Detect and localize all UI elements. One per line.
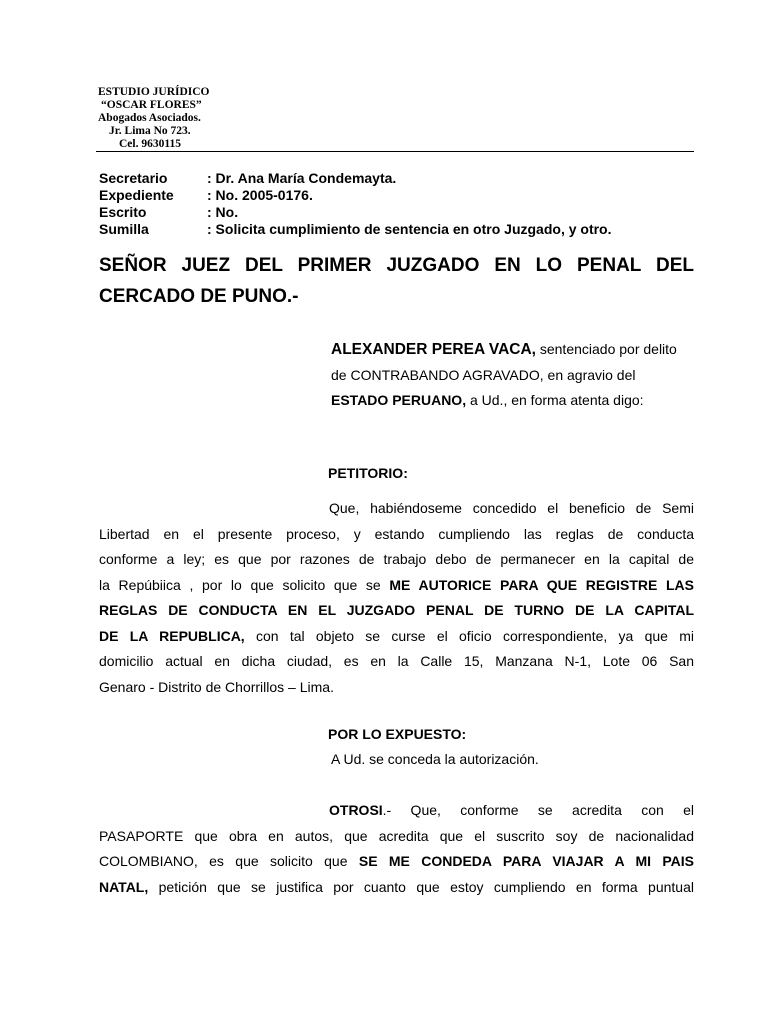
firm-letterhead: [98, 86, 258, 151]
petitorio-title: PETITORIO:: [328, 465, 408, 481]
paragraph-line: [99, 573, 694, 599]
otrosi-paragraph: [99, 798, 694, 900]
meta-row-expediente: [99, 187, 699, 204]
intro-text-2: a Ud., en forma atenta digo:: [466, 392, 644, 408]
meta-key: Sumilla: [99, 221, 149, 237]
paragraph-line: conforme a ley; es que por razones de trabajo debo de permanecer en la capital de: [99, 551, 694, 567]
meta-key: Secretario: [99, 170, 168, 186]
case-metadata: [99, 170, 699, 238]
paragraph-line: Libertad en el presente proceso, y estando cumpliendo las reglas de conducta: [99, 525, 694, 542]
line-text: .- Que, conforme se acredita con el: [382, 802, 694, 818]
line-bold: OTROSI: [329, 802, 383, 818]
paragraph-line: [99, 624, 694, 650]
firm-partner-name: “OSCAR FLORES”: [101, 99, 202, 111]
firm-phone: Cel. 9630115: [119, 138, 181, 150]
meta-value: : Dr. Ana María Condemayta.: [207, 170, 397, 186]
addressee-heading: SEÑOR JUEZ DEL PRIMER JUZGADO EN LO PENAL DEL CERCADO DE PUNO.-: [99, 255, 694, 307]
line-bold: DE LA REPUBLICA,: [99, 627, 245, 644]
paragraph-line: [99, 875, 694, 901]
intro-bold-1: ESTADO PERUANO,: [331, 392, 467, 408]
paragraph-line: Genaro - Distrito de Chorrillos – Lima.: [99, 678, 334, 695]
expuesto-text: A Ud. se conceda la autorización.: [331, 751, 539, 767]
line-bold: NATAL,: [99, 878, 149, 895]
line-text: con tal objeto se curse el oficio correspondiente, ya que mi: [244, 627, 694, 644]
expuesto-title: POR LO EXPUESTO:: [328, 726, 467, 742]
meta-value: : Solicita cumplimiento de sentencia en otro Juzgado, y otro.: [207, 221, 612, 237]
firm-address: Jr. Lima No 723.: [109, 125, 191, 137]
meta-row-escrito: [99, 204, 699, 221]
paragraph-line: Que, habiéndoseme concedido el beneficio de Semi: [329, 500, 694, 516]
line-bold: ME AUTORICE PARA QUE REGISTRE LAS: [389, 576, 694, 593]
intro-text-1: sentenciado por delito de CONTRABANDO AGRAVADO, en agravio del: [331, 341, 677, 383]
header-divider: [96, 151, 694, 152]
line-text: la Repúbiica , por lo que solicito que se: [99, 576, 390, 593]
meta-row-sumilla: [99, 221, 699, 238]
paragraph-line: [99, 798, 694, 824]
line-text: petición que se justifica por cuanto que estoy cumpliendo en forma puntual: [148, 878, 694, 895]
line-bold: SE ME CONDEDA PARA VIAJAR A MI PAIS: [358, 853, 694, 869]
paragraph-line: PASAPORTE que obra en autos, que acredita que el suscrito soy de nacionalidad: [99, 827, 694, 844]
petitioner-name: ALEXANDER PEREA VACA,: [331, 341, 536, 358]
meta-row-secretario: [99, 170, 699, 187]
paragraph-line: domicilio actual en dicha ciudad, es en la Calle 15, Manzana N-1, Lote 06 San: [99, 653, 694, 669]
meta-key: Expediente: [99, 187, 174, 203]
meta-key: Escrito: [99, 204, 147, 220]
firm-name-line: ESTUDIO JURÍDICO: [98, 86, 210, 98]
petitioner-intro: [331, 337, 694, 414]
petitorio-paragraph: [99, 496, 694, 700]
firm-subtitle: Abogados Asociados.: [98, 112, 201, 124]
meta-value: : No.: [207, 204, 239, 220]
line-text: COLOMBIANO, es que solicito que: [99, 853, 359, 869]
paragraph-line: [99, 849, 694, 875]
paragraph-line: REGLAS DE CONDUCTA EN EL JUZGADO PENAL DE TURNO DE LA CAPITAL: [99, 602, 694, 618]
meta-value: : No. 2005-0176.: [207, 187, 313, 203]
